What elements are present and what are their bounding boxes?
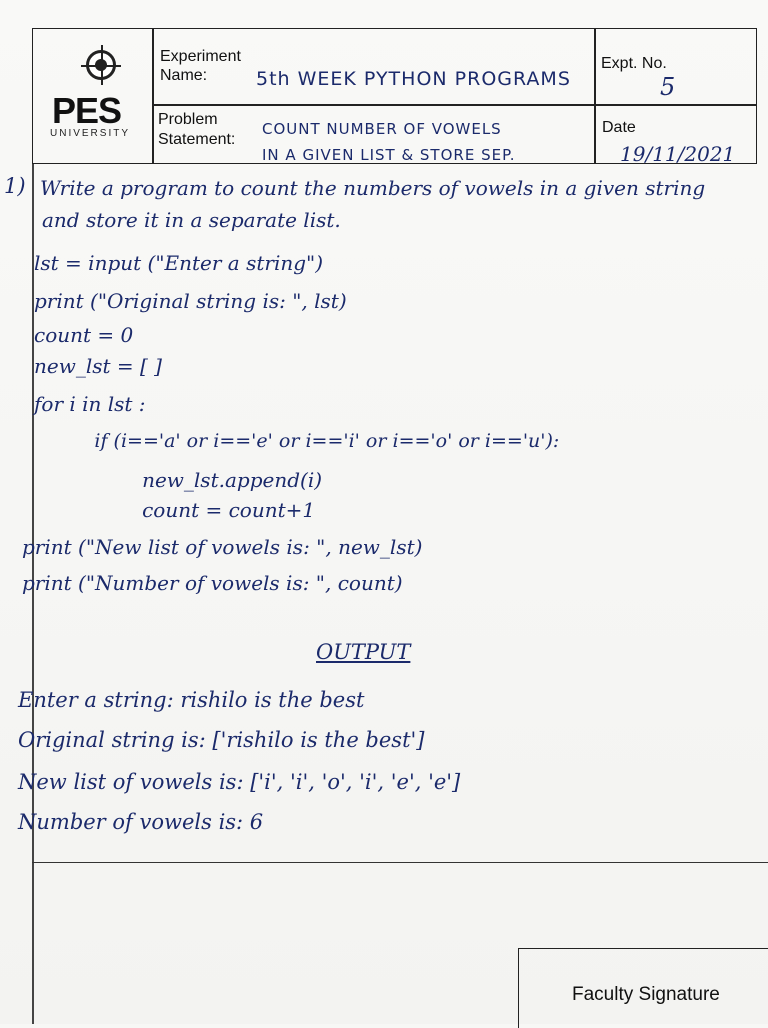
header-divider: [594, 28, 596, 164]
date-value: 19/11/2021: [620, 142, 736, 166]
faculty-signature-label: Faculty Signature: [572, 984, 720, 1005]
code-line: print ("Original string is: ", lst): [34, 289, 347, 313]
code-line: for i in lst :: [34, 392, 146, 416]
expt-no-label: Expt. No.: [601, 55, 667, 72]
date-label: Date: [602, 119, 636, 136]
experiment-name: 5th WEEK PYTHON PROGRAMS: [256, 68, 571, 90]
output-line: New list of vowels is: ['i', 'i', 'o', 'i', 'e', 'e']: [18, 770, 461, 794]
question-number: 1): [4, 174, 26, 198]
output-heading: OUTPUT: [316, 640, 411, 664]
code-line: new_lst.append(i): [34, 468, 323, 492]
code-line: if (i=='a' or i=='e' or i=='i' or i=='o' or i=='u'):: [34, 430, 560, 452]
emblem-icon: [86, 50, 116, 80]
output-line: Enter a string: rishilo is the best: [18, 688, 365, 712]
header-divider: [152, 104, 757, 106]
code-line: count = count+1: [34, 498, 316, 522]
bottom-rule: [32, 862, 768, 863]
code-line: print ("New list of vowels is: ", new_lst): [22, 535, 423, 559]
expt-no-value: 5: [660, 73, 676, 101]
question-line-2: and store it in a separate list.: [42, 208, 341, 232]
output-line: Number of vowels is: 6: [18, 810, 264, 834]
output-line: Original string is: ['rishilo is the best']: [18, 728, 425, 752]
code-line: count = 0: [34, 323, 134, 347]
code-line: print ("Number of vowels is: ", count): [22, 571, 403, 595]
code-line: lst = input ("Enter a string"): [34, 251, 324, 275]
problem-statement-line2: IN A GIVEN LIST & STORE SEP.: [262, 146, 516, 164]
logo-text: PES: [52, 90, 122, 131]
logo-subtext: UNIVERSITY: [50, 128, 131, 139]
question-line-1: Write a program to count the numbers of vowels in a given string: [40, 176, 706, 200]
problem-label: Problem: [158, 111, 218, 128]
code-line: new_lst = [ ]: [34, 354, 162, 378]
header-divider: [152, 28, 154, 164]
experiment-label-name: Name:: [160, 67, 208, 84]
problem-label-statement: Statement:: [158, 131, 236, 148]
experiment-label: Experiment: [160, 48, 241, 65]
university-logo: [48, 50, 148, 150]
problem-statement-line1: COUNT NUMBER OF VOWELS: [262, 120, 502, 138]
